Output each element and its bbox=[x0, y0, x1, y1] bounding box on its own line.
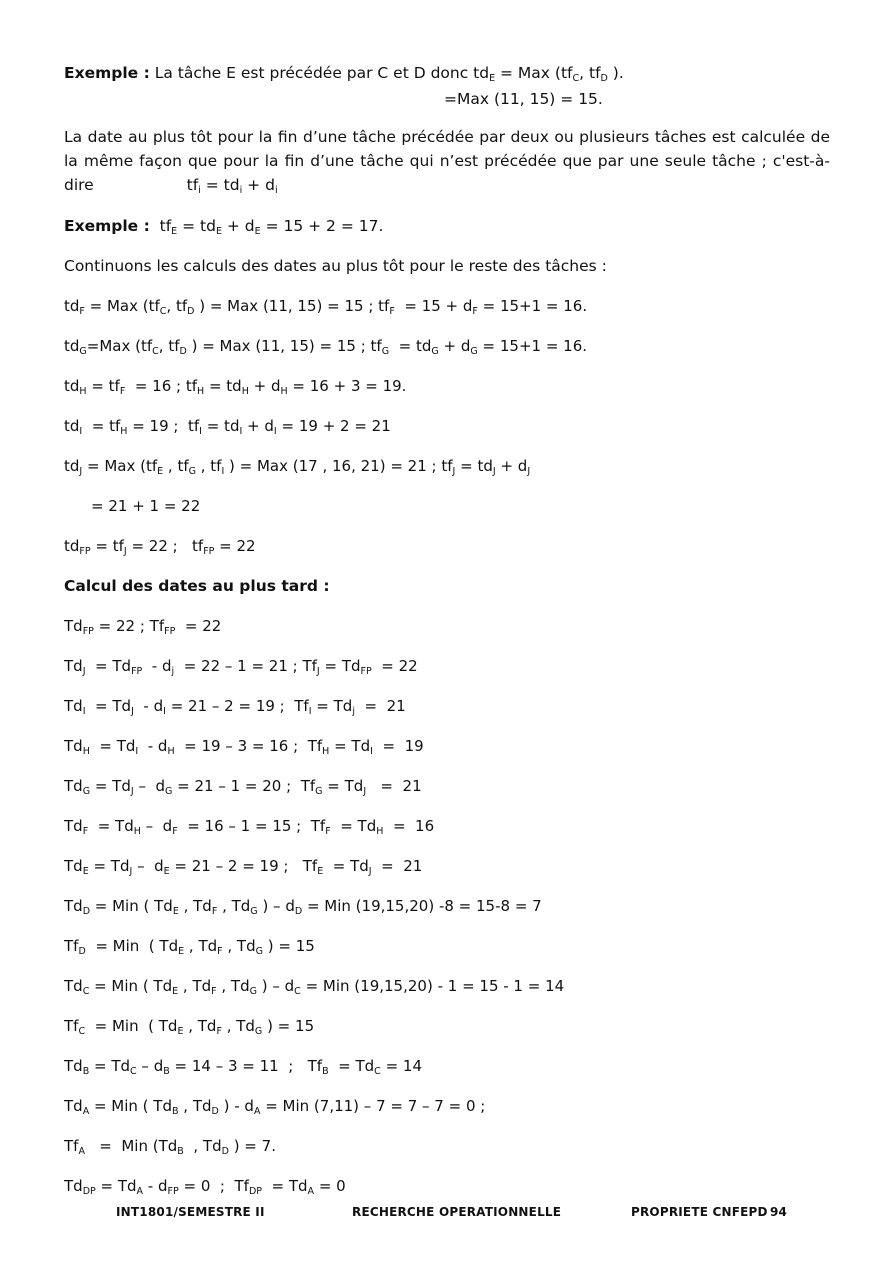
paragraph-formula: $tf_i = td_i + d_i$ bbox=[186, 176, 278, 196]
formula-late-g: $Td_G = Td_J - d_G = 21 - 1 = 20$ ; $Tf_G = Td_J = 21$ bbox=[64, 777, 422, 797]
formula-late-fp: $Td_{FP} = 22$ ; $Tf_{FP} = 22$ bbox=[64, 617, 222, 637]
footer-owner: PROPRIETE CNFEPD bbox=[631, 1205, 768, 1219]
formula-td-j-result: = 21 + 1 = 22 bbox=[91, 497, 201, 515]
example-line-1: Exemple : La tâche E est précédée par C et D donc $td_E$ = Max ($tf_C$, $tf_D$ ). bbox=[64, 64, 624, 84]
example-text: La tâche E est précédée par C et D donc td bbox=[149, 64, 490, 82]
paragraph-text: La date au plus tôt pour la fin d’une tâche précédée par deux ou plusieurs tâches est calculée de la même façon que pour la fin d’une tâche qui n’est précédée que par une seule tâche ; c'est-à-dire bbox=[64, 128, 830, 194]
document-page bbox=[64, 0, 830, 1264]
formula-late-tf-c: $Tf_C$ = Min ( $Td_E$ , $Td_F$ , $Td_G$ ) = 15 bbox=[64, 1017, 315, 1037]
formula-td-g: $td_G=Max$ ($tf_C$, $tf_D$ ) = Max (11, 15) = 15 ; $tf_G = td_G + d_G = 15+1 = 16$. bbox=[64, 337, 588, 357]
formula-td-j: $td_J$ = Max ($tf_E$ , $tf_G$ , $tf_I$ ) = Max (17 , 16, 21) = 21 ; $tf_J = td_J + d_J$ bbox=[64, 457, 531, 477]
footer-page-number: 94 bbox=[770, 1205, 788, 1219]
formula-late-b: $Td_B = Td_C - d_B = 14 - 3 = 11$ ; $Tf_B = Td_C = 14$ bbox=[64, 1057, 422, 1077]
footer-course-code: INT1801/SEMESTRE II bbox=[116, 1205, 265, 1219]
footer-course-name: RECHERCHE OPERATIONNELLE bbox=[352, 1205, 562, 1219]
formula-late-tf-a: $Tf_A$ = Min ($Td_B$ , $Td_D$ ) = 7. bbox=[64, 1137, 276, 1157]
formula-td-f: $td_F$ = Max ($tf_C$, $tf_D$ ) = Max (11, 15) = 15 ; $tf_F = 15 + d_F = 15+1 = 16$. bbox=[64, 297, 588, 317]
formula-late-d: $Td_D$ = Min ( $Td_E$ , $Td_F$ , $Td_G$ ) – $d_D$ = Min (19,15,20) -8 = 15-8 = 7 bbox=[64, 897, 542, 917]
formula-late-e: $Td_E = Td_J - d_E = 21 - 2 = 19$ ; $Tf_E = Td_J = 21$ bbox=[64, 857, 423, 877]
example-2-label: Exemple : bbox=[64, 217, 150, 235]
paragraph-early-dates bbox=[64, 125, 830, 197]
formula-td-i: $td_I = tf_H = 19$ ; $tf_I = td_I + d_I = 19 + 2 = 21$ bbox=[64, 417, 391, 437]
formula-late-i: $Td_I = Td_J - d_I = 21 - 2 = 19$ ; $Tf_I = Td_j = 21$ bbox=[64, 697, 406, 717]
example-line-2: =Max (11, 15) = 15. bbox=[444, 90, 603, 108]
formula-late-dp: $Td_{DP} = Td_A - d_{FP} = 0$ ; $Tf_{DP} = Td_A = 0$ bbox=[64, 1177, 346, 1197]
formula-td-h: $td_H = tf_F = 16$ ; $tf_H = td_H + d_H = 16 + 3 = 19$. bbox=[64, 377, 407, 397]
formula-td-fp: $td_{FP} = tf_J = 22$ ; $tf_{FP} = 22$ bbox=[64, 537, 256, 557]
example-label: Exemple : bbox=[64, 64, 150, 82]
formula-late-h: $Td_H = Td_I - d_H = 19 - 3 = 16$ ; $Tf_H = Td_I = 19$ bbox=[64, 737, 424, 757]
formula-late-a: $Td_A$ = Min ( $Td_B$ , $Td_D$ ) - $d_A$ = Min (7,11) – 7 = 7 – 7 = 0 ; bbox=[64, 1097, 486, 1117]
intro-early: Continuons les calculs des dates au plus tôt pour le reste des tâches : bbox=[64, 257, 607, 275]
heading-late-dates: Calcul des dates au plus tard : bbox=[64, 577, 330, 595]
example-2-line: Exemple : $tf_E = td_E + d_E = 15 + 2 = 17$. bbox=[64, 217, 384, 237]
formula-late-j: $Td_J = Td_{FP} - d_j = 22 - 1 = 21$ ; $Tf_J = Td_{FP} = 22$ bbox=[64, 657, 418, 677]
formula-late-f: $Td_F = Td_H - d_F = 16 - 1 = 15$ ; $Tf_F = Td_H = 16$ bbox=[64, 817, 435, 837]
formula-late-c: $Td_C$ = Min ( $Td_E$ , $Td_F$ , $Td_G$ ) – $d_C$ = Min (19,15,20) - 1 = 15 - 1 = 14 bbox=[64, 977, 565, 997]
formula-late-tf-d: $Tf_D$ = Min ( $Td_E$ , $Td_F$ , $Td_G$ ) = 15 bbox=[64, 937, 315, 957]
